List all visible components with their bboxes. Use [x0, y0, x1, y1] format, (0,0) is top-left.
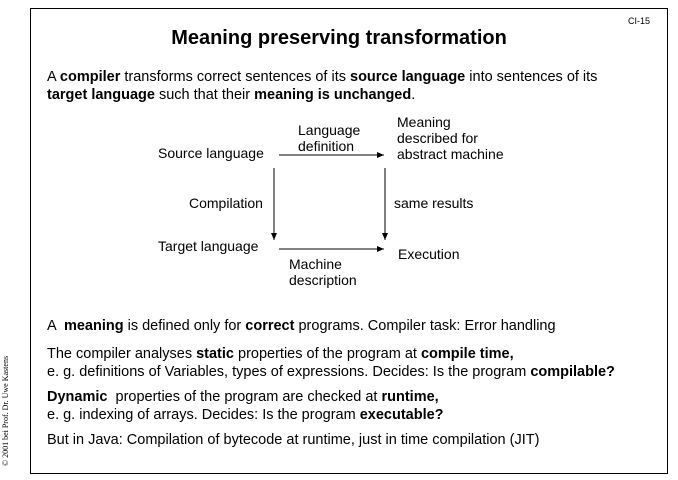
dynamic-text: e. g. indexing of arrays. Decides: Is the program — [47, 407, 360, 423]
node-meaning-line-2: described for — [397, 130, 478, 146]
intro-text: A — [47, 69, 60, 85]
node-meaning-line-1: Meaning — [397, 114, 451, 130]
meaning-paragraph — [47, 317, 556, 335]
copyright-note: © 2001 bei Prof. Dr. Uwe Kastens — [1, 355, 10, 466]
label-compilation: Compilation — [189, 195, 263, 211]
intro-bold-meaning-unchanged: meaning is unchanged — [254, 87, 412, 103]
meaning-text: is defined only for — [123, 318, 246, 334]
slide-id: CI-15 — [628, 16, 651, 26]
meaning-bold-correct: correct — [245, 318, 295, 334]
intro-bold-source-language: source language — [350, 69, 466, 85]
node-source-language: Source language — [158, 145, 264, 161]
dynamic-text: properties of the program are checked at — [107, 389, 382, 405]
label-language-definition-line-1: Language — [298, 122, 361, 138]
slide-title: Meaning preserving transformation — [171, 27, 507, 49]
intro-bold-compiler: compiler — [59, 69, 121, 85]
label-language-definition — [298, 122, 360, 154]
meaning-text: programs. Compiler task: Error handling — [294, 318, 556, 334]
static-line-1 — [47, 345, 615, 363]
label-machine-description — [289, 256, 357, 288]
meaning-text: A — [47, 318, 64, 334]
static-bold-static: static — [196, 346, 234, 362]
intro-text: into sentences of its — [465, 69, 598, 85]
intro-text: transforms correct sentences of its — [120, 69, 351, 85]
static-bold-compile-time: compile time, — [420, 346, 514, 362]
label-machine-description-line-2: description — [289, 272, 357, 288]
dynamic-bold-dynamic: Dynamic — [47, 389, 108, 405]
dynamic-bold-executable: executable? — [359, 407, 444, 423]
static-paragraph — [47, 345, 615, 381]
node-meaning-line-3: abstract machine — [397, 146, 504, 162]
node-meaning-abstract-machine — [397, 114, 504, 162]
intro-bold-target-language: target language — [47, 87, 155, 103]
static-text: The compiler analyses — [47, 346, 197, 362]
node-execution: Execution — [398, 246, 460, 262]
java-paragraph: But in Java: Compilation of bytecode at runtime, just in time compilation (JIT) — [47, 432, 540, 448]
node-target-language: Target language — [158, 238, 259, 254]
dynamic-line-2 — [47, 406, 444, 424]
intro-text: such that their — [154, 87, 255, 103]
static-line-2 — [47, 363, 615, 381]
label-same-results: same results — [394, 195, 474, 211]
static-text: e. g. definitions of Variables, types of expressions. Decides: Is the program — [47, 364, 531, 380]
label-language-definition-line-2: definition — [298, 138, 355, 154]
static-text: properties of the program at — [233, 346, 421, 362]
dynamic-line-1 — [47, 388, 444, 406]
meaning-bold-meaning: meaning — [63, 318, 124, 334]
dynamic-bold-runtime: runtime, — [381, 389, 439, 405]
label-machine-description-line-1: Machine — [289, 256, 342, 272]
dynamic-paragraph — [47, 388, 444, 424]
intro-text: . — [411, 87, 416, 103]
static-bold-compilable: compilable? — [530, 364, 615, 380]
